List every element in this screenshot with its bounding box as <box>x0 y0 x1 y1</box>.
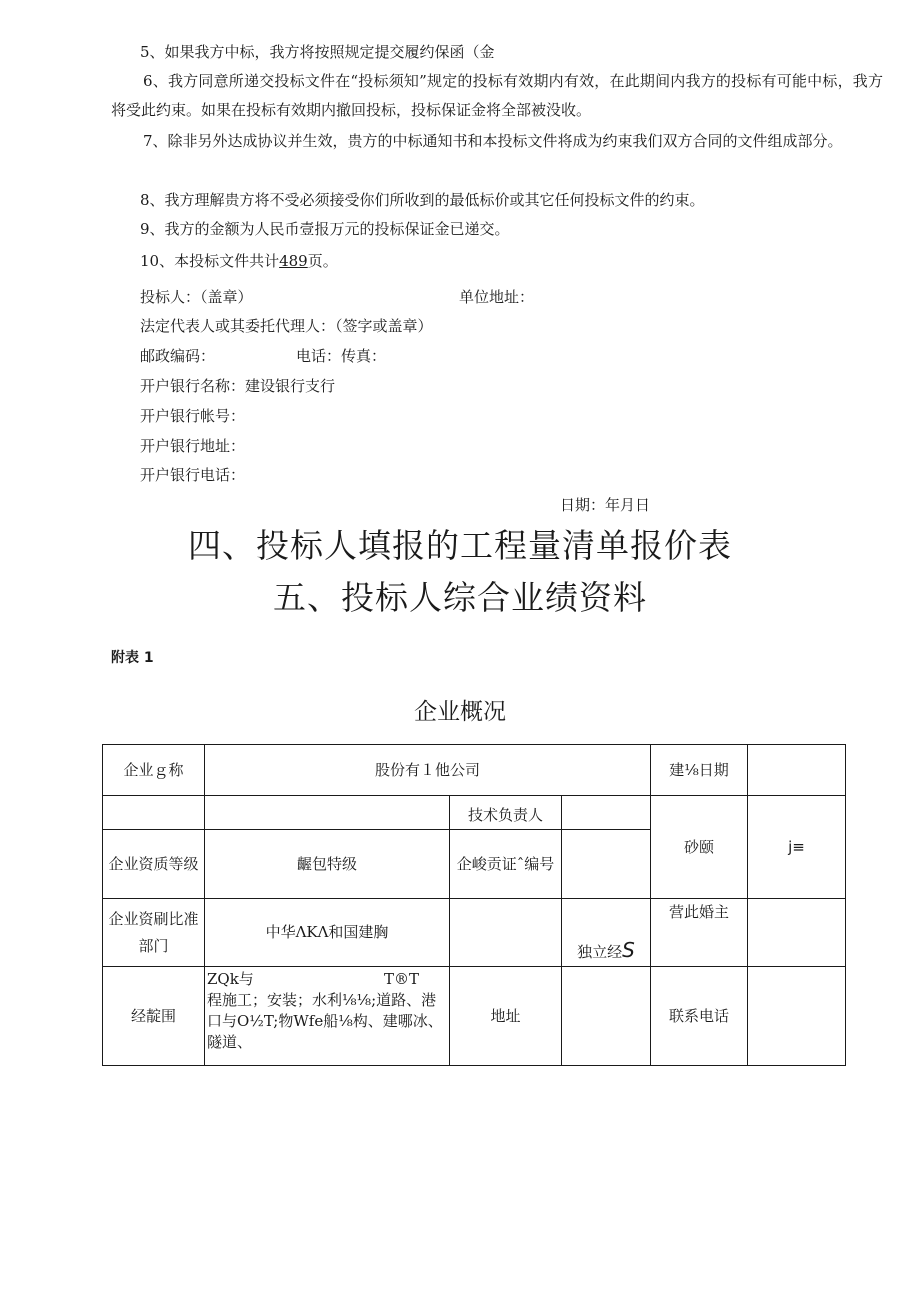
blank-cell <box>103 796 205 830</box>
scope-text: 程施工；安装；水利⅛⅛;道路、港口与O½T;物Wfe船⅛构、建哪冰、隧道、 <box>207 991 443 1051</box>
table-row <box>103 745 846 796</box>
address-value <box>562 967 651 1066</box>
clause-9: 9、我方的金额为人民币壹报万元的投标保证金已递交。 <box>140 220 510 238</box>
certificate-number-label: 企峻贡证ˆ编号 <box>450 830 562 899</box>
bank-phone-line: 开户银行电话： <box>140 466 246 484</box>
clause-6: 6、我方同意所递交投标文件在“投标须知”规定的投标有效期内有效，在此期间内我方的投标有可能中标，我方将受此约束。如果在投标有效期内撤回投标，投标保证金将全部被没收。 <box>111 72 883 119</box>
clause-10-prefix: 10、本投标文件共计 <box>140 252 280 270</box>
founding-date-value <box>748 745 846 796</box>
company-name-value: 股份有１他公司 <box>205 745 651 796</box>
approval-authority-label: 企业资刷比准部门 <box>103 899 205 967</box>
postcode-line: 邮政编码： <box>140 347 216 365</box>
company-name-label: 企业ｇ称 <box>103 745 205 796</box>
clause-10 <box>140 247 338 276</box>
legal-representative-line: 法定代表人或其委托代理人：（签字或盖章） <box>140 317 433 335</box>
address-label: 地址 <box>450 967 562 1066</box>
scope-line-start: ZQk与 <box>207 970 254 988</box>
staff-count-value: j≡ <box>748 796 846 899</box>
business-scope-label: 经靛围 <box>103 967 205 1066</box>
section-heading-4: 四、投标人填报的工程量清单报价表 <box>188 526 732 565</box>
bank-address-line: 开户银行地址： <box>140 437 246 455</box>
independent-operation-text: 独立经 <box>577 943 623 961</box>
clause-7: 7、除非另外达成协议并生效，贵方的中标通知书和本投标文件将成为约束我们双方合同的文件组成部分。 <box>143 132 843 150</box>
appendix-label: 附表 1 <box>111 650 154 666</box>
blank-cell <box>450 899 562 967</box>
staff-count-label: 砂颐 <box>651 796 748 899</box>
qualification-grade-value: 齷包特级 <box>205 830 450 899</box>
founding-date-label: 建⅛日期 <box>651 745 748 796</box>
table-row <box>103 899 846 967</box>
section-heading-5: 五、投标人综合业绩资料 <box>273 578 647 617</box>
table-row <box>103 967 846 1066</box>
unit-address-line: 单位地址： <box>459 288 535 306</box>
clause-10-suffix: 页。 <box>307 252 338 270</box>
blank-cell <box>205 796 450 830</box>
date-line: 日期：年月日 <box>560 496 651 514</box>
company-overview-table <box>102 744 846 1066</box>
tech-lead-value <box>562 796 651 830</box>
business-scope-value <box>205 967 450 1066</box>
bank-account-line: 开户银行帐号： <box>140 407 246 425</box>
bank-name-line: 开户银行名称：建设银行支行 <box>140 377 336 395</box>
approval-authority-value: 中华ΛKΛ和国建胸 <box>205 899 450 967</box>
clause-8: 8、我方理解贵方将不受必须接受你们所收到的最低标价或其它任何投标文件的约束。 <box>140 191 705 209</box>
table-title: 企业概况 <box>414 699 506 725</box>
table-row <box>103 796 846 830</box>
independent-operation-mark: S <box>622 938 635 962</box>
contact-phone-label: 联系电话 <box>651 967 748 1066</box>
scope-line-end: T®T <box>383 970 419 988</box>
business-owner-value <box>748 899 846 967</box>
qualification-grade-label: 企业资质等级 <box>103 830 205 899</box>
business-owner-label: 营此婚主 <box>651 899 748 967</box>
independent-operation-label <box>562 899 651 967</box>
tech-lead-label: 技术负责人 <box>450 796 562 830</box>
bidder-seal-line: 投标人：（盖章） <box>140 288 253 306</box>
phone-fax-line: 电话：传真： <box>296 347 387 365</box>
certificate-number-value <box>562 830 651 899</box>
clause-5: 5、如果我方中标，我方将按照规定提交履约保函（金 <box>140 43 495 61</box>
page-count: 489 <box>279 252 308 270</box>
contact-phone-value <box>748 967 846 1066</box>
